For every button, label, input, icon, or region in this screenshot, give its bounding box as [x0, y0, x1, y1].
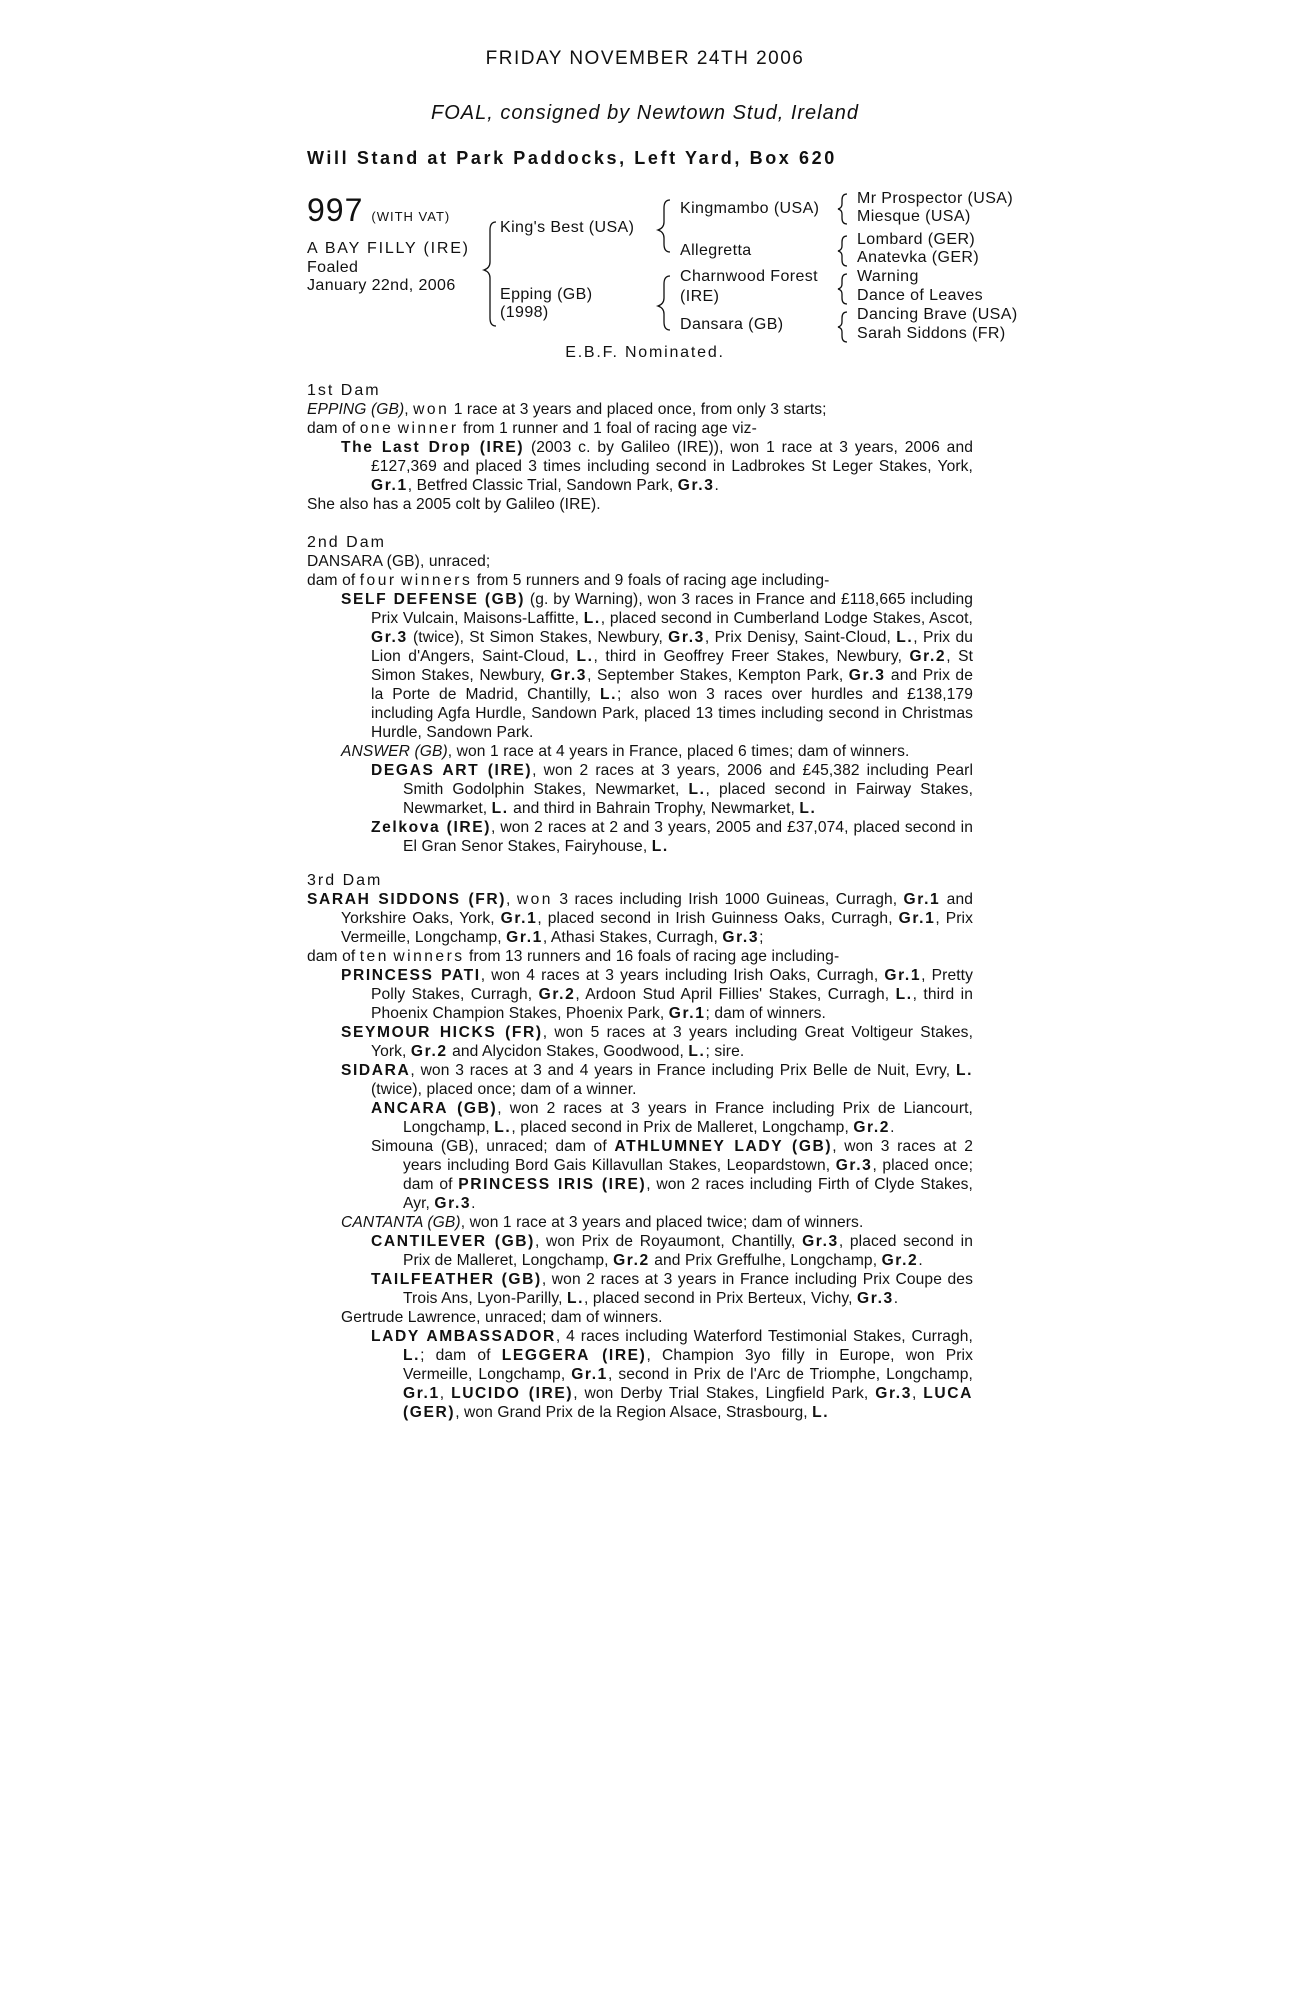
sale-date: FRIDAY NOVEMBER 24TH 2006: [485, 48, 805, 69]
dam-year: (1998): [500, 304, 549, 321]
first-dam-produce-summary: dam of one winner from 1 runner and 1 foal of racing age viz-: [307, 420, 757, 437]
progeny-princess-pati: PRINCESS PATI, won 4 races at 3 years including Irish Oaks, Curragh, Gr.1, Pretty Polly Stakes, Curragh, Gr.2, Ardoon Stud April Fillies' Stakes, Curragh, L., third in Phoenix Champion Stakes, Phoenix Park, Gr.1; dam of winners.: [341, 967, 973, 1022]
foaled-date: January 22nd, 2006: [307, 277, 456, 294]
second-dam-produce-summary: dam of four winners from 5 runners and 9 foals of racing age including-: [307, 572, 830, 589]
consignment-line: FOAL, consigned by Newtown Stud, Ireland: [431, 102, 859, 124]
ggd-2: Anatevka (GER): [857, 249, 980, 266]
progeny-answer: ANSWER (GB), won 1 race at 4 years in France, placed 6 times; dam of winners.: [341, 743, 910, 760]
first-dam-section: [307, 381, 973, 514]
horse-name: A BAY FILLY (IRE): [307, 240, 470, 257]
first-dam-race-record: EPPING (GB), won 1 race at 3 years and placed once, from only 3 starts;: [307, 401, 827, 418]
foaled-label: Foaled: [307, 259, 359, 276]
progeny-self-defense: SELF DEFENSE (GB) (g. by Warning), won 3 races in France and £118,665 including Prix Vulcain, Maisons-Laffitte, L., placed second in Cumberland Lodge Stakes, Ascot, Gr.3 (twice), St Simon Stakes, Newbury, Gr.3, Prix Denisy, Saint-Cloud, L., Prix du Lion d'Angers, Saint-Cloud, L., third in Geoffrey Freer Stakes, Newbury, Gr.2, St Simon Stakes, Newbury, Gr.3, September Stakes, Kempton Park, Gr.3 and Prix de la Porte de Madrid, Chantilly, L.; also won 3 races over hurdles and £138,179 including Agfa Hurdle, Sandown Park, placed 13 times including second in Christmas Hurdle, Sandown Park.: [341, 591, 973, 741]
progeny-cantanta: CANTANTA (GB), won 1 race at 3 years and placed twice; dam of winners.: [341, 1214, 864, 1231]
ggs-1: Mr Prospector (USA): [857, 190, 1014, 207]
third-dam-section: [307, 871, 973, 1422]
ggs-4: Dancing Brave (USA): [857, 306, 1018, 323]
pedigree-braces: [0, 0, 1290, 360]
progeny-cantilever: CANTILEVER (GB), won Prix de Royaumont, Chantilly, Gr.3, placed second in Prix de Malleret, Longchamp, Gr.2 and Prix Greffulhe, Longchamp, Gr.2.: [371, 1233, 973, 1269]
second-dam-section: [307, 533, 973, 856]
stand-location: Will Stand at Park Paddocks, Left Yard, Box 620: [307, 148, 837, 168]
ggd-1: Miesque (USA): [857, 208, 971, 225]
first-dam-heading: 1st Dam: [307, 382, 381, 399]
ggs-2: Lombard (GER): [857, 231, 976, 248]
progeny-gertrude-lawrence: Gertrude Lawrence, unraced; dam of winners.: [341, 1309, 663, 1326]
first-dam-note: She also has a 2005 colt by Galileo (IRE).: [307, 496, 601, 513]
third-dam-race-record: SARAH SIDDONS (FR), won 3 races including Irish 1000 Guineas, Curragh, Gr.1 and Yorkshire Oaks, York, Gr.1, placed second in Irish Guinness Oaks, Curragh, Gr.1, Prix Vermeille, Longchamp, Gr.1, Athasi Stakes, Curragh, Gr.3;: [307, 891, 973, 946]
progeny-simouna: Simouna (GB), unraced; dam of ATHLUMNEY LADY (GB), won 3 races at 2 years including Bord Gais Killavullan Stakes, Leopardstown, Gr.3, placed once; dam of PRINCESS IRIS (IRE), won 2 races including Firth of Clyde Stakes, Ayr, Gr.3.: [371, 1138, 973, 1212]
progeny-zelkova: Zelkova (IRE), won 2 races at 2 and 3 years, 2005 and £37,074, placed second in El Gran Senor Stakes, Fairyhouse, L.: [371, 819, 973, 855]
ggs-3: Warning: [857, 268, 919, 285]
lot-number: 997: [307, 192, 364, 228]
dam-sire-line2: (IRE): [680, 288, 720, 305]
sire: King's Best (USA): [500, 219, 635, 236]
progeny-ancara: ANCARA (GB), won 2 races at 3 years in France including Prix de Liancourt, Longchamp, L., placed second in Prix de Malleret, Longchamp, Gr.2.: [371, 1100, 973, 1136]
progeny-degas-art: DEGAS ART (IRE), won 2 races at 3 years, 2006 and £45,382 including Pearl Smith Godolphin Stakes, Newmarket, L., placed second in Fairway Stakes, Newmarket, L. and third in Bahrain Trophy, Newmarket, L.: [371, 762, 974, 817]
ggd-4: Sarah Siddons (FR): [857, 325, 1006, 342]
sire-dam: Allegretta: [680, 242, 752, 259]
first-dam-progeny: The Last Drop (IRE) (2003 c. by Galileo (IRE)), won 1 race at 3 years, 2006 and £127,369 and placed 3 times including second in Ladbrokes St Leger Stakes, York, Gr.1, Betfred Classic Trial, Sandown Park, Gr.3.: [341, 439, 973, 494]
vat-note: (WITH VAT): [371, 209, 451, 224]
progeny-lady-ambassador: LADY AMBASSADOR, 4 races including Waterford Testimonial Stakes, Curragh, L.; dam of LEGGERA (IRE), Champion 3yo filly in Europe, won Prix Vermeille, Longchamp, Gr.1, second in Prix de l'Arc de Triomphe, Longchamp, Gr.1, LUCIDO (IRE), won Derby Trial Stakes, Lingfield Park, Gr.3, LUCA (GER), won Grand Prix de la Region Alsace, Strasbourg, L.: [371, 1328, 974, 1421]
progeny-sidara: SIDARA, won 3 races at 3 and 4 years in France including Prix Belle de Nuit, Evry, L. (twice), placed once; dam of a winner.: [341, 1062, 973, 1098]
third-dam-produce-summary: dam of ten winners from 13 runners and 16 foals of racing age including-: [307, 948, 840, 965]
ggd-3: Dance of Leaves: [857, 287, 984, 304]
second-dam-heading: 2nd Dam: [307, 534, 386, 551]
progeny-seymour-hicks: SEYMOUR HICKS (FR), won 5 races at 3 years including Great Voltigeur Stakes, York, Gr.2 and Alycidon Stakes, Goodwood, L.; sire.: [341, 1024, 974, 1060]
ebf-nomination: E.B.F. Nominated.: [565, 344, 725, 361]
dam-dam: Dansara (GB): [680, 316, 784, 333]
progeny-tailfeather: TAILFEATHER (GB), won 2 races at 3 years in France including Prix Coupe des Trois Ans, Lyon-Parilly, L., placed second in Prix Berteux, Vichy, Gr.3.: [371, 1271, 973, 1307]
sire-sire: Kingmambo (USA): [680, 200, 820, 217]
third-dam-heading: 3rd Dam: [307, 872, 383, 889]
dam-name: Epping (GB): [500, 286, 593, 303]
dam-sire-line1: Charnwood Forest: [680, 268, 819, 285]
second-dam-race-record: DANSARA (GB), unraced;: [307, 553, 491, 570]
